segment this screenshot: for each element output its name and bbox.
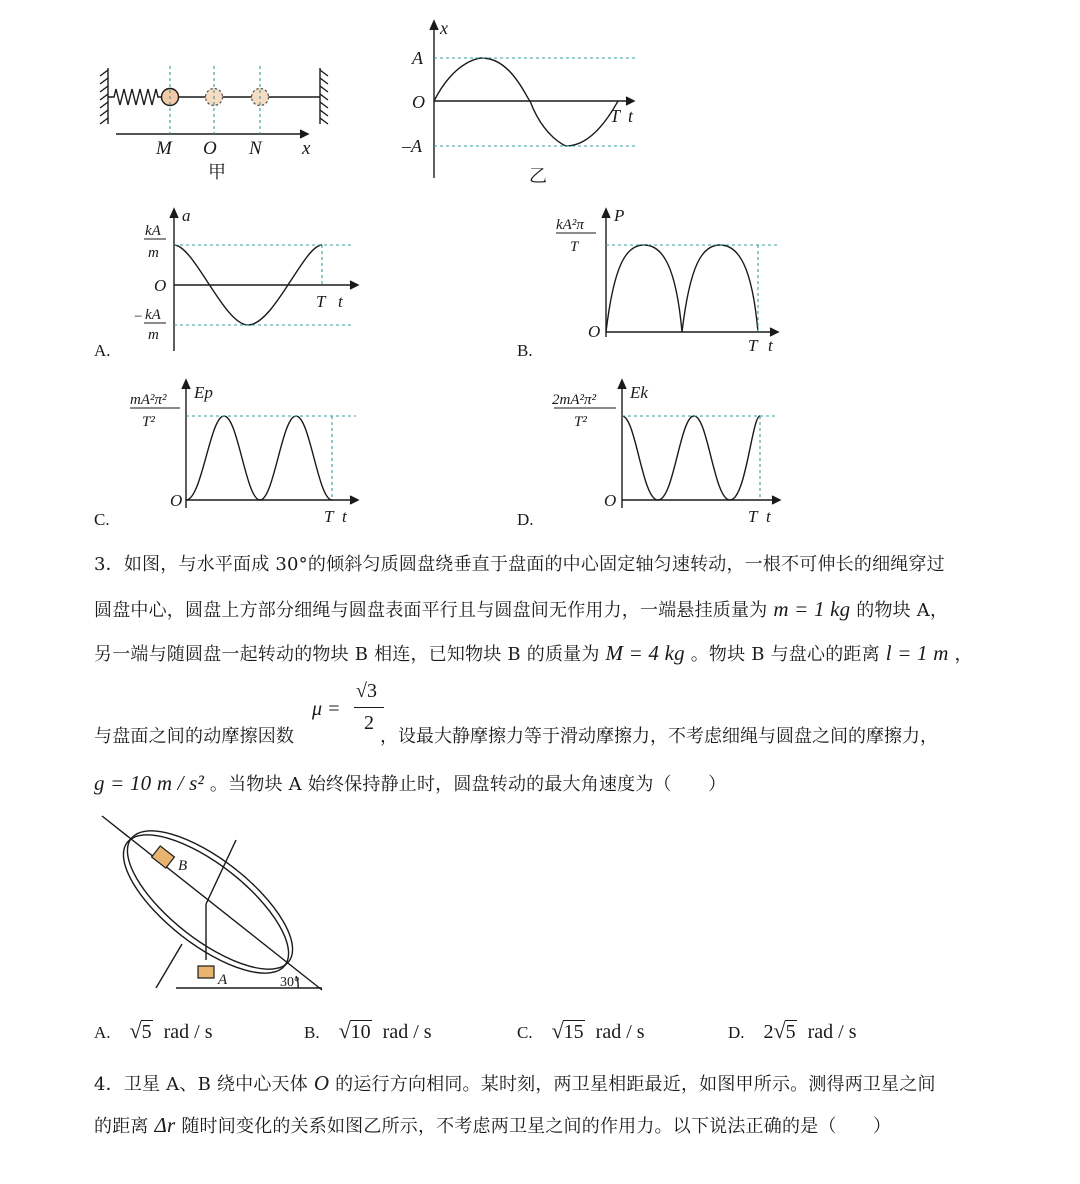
svg-text:kA: kA: [145, 223, 161, 239]
q3-line-1: [94, 550, 945, 576]
q4-line-1: [94, 1070, 936, 1096]
q3-answer-A-letter: A.: [94, 1023, 111, 1042]
svg-text:T: T: [570, 239, 579, 255]
y-axis-x: x: [440, 18, 448, 38]
q3-answer-C-radicand: 15: [563, 1021, 584, 1043]
y-axis-Ek: Ek: [630, 383, 648, 402]
q4-line-2: [94, 1112, 891, 1138]
q4-delta-r: Δr: [154, 1113, 176, 1137]
period-A: T: [316, 292, 326, 311]
q3-line-2: [94, 596, 948, 622]
graph-option-B: [550, 205, 790, 355]
option-D-letter: D.: [517, 510, 534, 529]
q3-text-5: 。当物块 A 始终保持静止时，圆盘转动的最大角速度为（ ）: [209, 774, 727, 795]
q3-answer-B-letter: B.: [304, 1023, 320, 1042]
label-x: x: [302, 138, 311, 159]
q3-label-30deg: 30°: [280, 975, 300, 990]
q4-text-1b: 的运行方向相同。某时刻，两卫星相距最近，如图甲所示。测得两卫星之间: [335, 1074, 936, 1095]
q4-text-2b: 随时间变化的关系如图乙所示，不考虑两卫星之间的作用力。以下说法正确的是（ ）: [181, 1116, 892, 1137]
option-C-letter: C.: [94, 510, 110, 529]
svg-text:−: −: [134, 309, 143, 325]
x-axis-A: t: [338, 292, 343, 311]
origin-B: O: [588, 322, 601, 341]
q3-line-4: [94, 722, 294, 748]
q3-text-2b: 的物块 A，: [856, 600, 949, 621]
q3-figure-disc: [96, 812, 336, 1012]
q3-gravity: g = 10 m / s²: [94, 771, 204, 795]
origin-C: O: [170, 491, 183, 510]
q3-answer-A-radicand: 5: [141, 1021, 152, 1043]
q3-line-4-rest: [380, 722, 938, 748]
y-axis-a: a: [182, 206, 191, 225]
option-A-letter: A.: [94, 341, 111, 360]
origin-D: O: [604, 491, 617, 510]
figure-jia: [96, 62, 336, 182]
q3-distance-l: l = 1 m: [885, 641, 949, 665]
x-axis-B: t: [768, 336, 773, 355]
period-B: T: [748, 336, 758, 355]
q3-answer-D-unit: rad / s: [807, 1021, 857, 1043]
y-axis-Ep: Ep: [194, 383, 213, 402]
y-axis-P: P: [614, 206, 625, 225]
svg-text:m: m: [148, 327, 159, 343]
q3-text-3c: ，: [954, 644, 973, 665]
period-C: T: [324, 507, 334, 526]
origin-A: O: [154, 276, 167, 295]
tick-A: A: [412, 48, 423, 68]
svg-text:kA²π: kA²π: [556, 217, 584, 233]
svg-text:T²: T²: [574, 414, 587, 430]
svg-text:T²: T²: [142, 414, 155, 430]
tick-O: O: [412, 92, 425, 112]
label-O: O: [203, 138, 217, 159]
q3-line-3: [94, 640, 973, 666]
x-axis-t: t: [628, 106, 634, 126]
q3-text-3a: 另一端与随圆盘一起转动的物块 B 相连，已知物块 B 的质量为: [94, 644, 600, 665]
q3-answer-D-coef: 2: [763, 1021, 774, 1043]
svg-text:mA²π²: mA²π²: [130, 392, 167, 408]
q3-text-3b: 。物块 B 与盘心的距离: [690, 644, 880, 665]
q3-answer-D-radicand: 5: [785, 1021, 796, 1043]
tick-negA: –A: [402, 136, 422, 156]
caption-jia: 甲: [208, 162, 226, 183]
figure-yi: [404, 18, 664, 188]
q3-line-5: [94, 770, 726, 796]
q4-body-O: O: [313, 1071, 330, 1095]
q3-mu-symbol: μ =: [312, 698, 341, 720]
x-axis-C: t: [342, 507, 347, 526]
q3-label-A: A: [218, 972, 228, 988]
q3-answer-B[interactable]: B. √10 rad / s: [304, 1018, 432, 1043]
q3-answer-D-letter: D.: [728, 1023, 745, 1042]
graph-option-D: [550, 376, 790, 526]
svg-text:kA: kA: [145, 307, 161, 323]
svg-text:m: m: [148, 245, 159, 261]
q3-answer-D[interactable]: D. 2√5 rad / s: [728, 1018, 857, 1043]
q4-text-1a: 4．卫星 A、B 绕中心天体: [94, 1074, 308, 1095]
q3-answer-C-unit: rad / s: [595, 1021, 645, 1043]
x-axis-D: t: [766, 507, 771, 526]
q3-mu-numerator: √3: [356, 680, 377, 702]
graph-option-C: [126, 376, 366, 526]
tick-T: T: [610, 106, 621, 126]
q3-text-1: 3．如图，与水平面成 30°的倾斜匀质圆盘绕垂直于盘面的中心固定轴匀速转动，一根不可伸长的细绳穿过: [94, 554, 945, 575]
svg-text:2mA²π²: 2mA²π²: [552, 392, 597, 408]
q3-mass-m: m = 1 kg: [773, 597, 851, 621]
graph-option-A: [124, 205, 364, 355]
q3-mass-M: M = 4 kg: [605, 641, 685, 665]
q3-label-B: B: [178, 858, 188, 874]
option-B-letter: B.: [517, 341, 533, 360]
q3-text-4a: 与盘面之间的动摩擦因数: [94, 726, 295, 747]
q3-answer-B-radicand: 10: [350, 1021, 371, 1043]
q3-mu-formula: [312, 680, 382, 740]
period-D: T: [748, 507, 758, 526]
q3-answer-A[interactable]: A. √5 rad / s: [94, 1018, 213, 1043]
q3-text-2a: 圆盘中心，圆盘上方部分细绳与圆盘表面平行且与圆盘间无作用力，一端悬挂质量为: [94, 600, 768, 621]
label-N: N: [249, 138, 262, 159]
q4-text-2a: 的距离: [94, 1116, 149, 1137]
q3-answer-C-letter: C.: [517, 1023, 533, 1042]
q3-answer-B-unit: rad / s: [382, 1021, 432, 1043]
q3-text-4b: ，设最大静摩擦力等于滑动摩擦力，不考虑细绳与圆盘之间的摩擦力，: [380, 726, 938, 747]
caption-yi: 乙: [529, 166, 547, 187]
q3-mu-denominator: 2: [364, 712, 374, 734]
q3-answer-C[interactable]: C. √15 rad / s: [517, 1018, 645, 1043]
label-M: M: [156, 138, 172, 159]
q3-answer-A-unit: rad / s: [163, 1021, 213, 1043]
